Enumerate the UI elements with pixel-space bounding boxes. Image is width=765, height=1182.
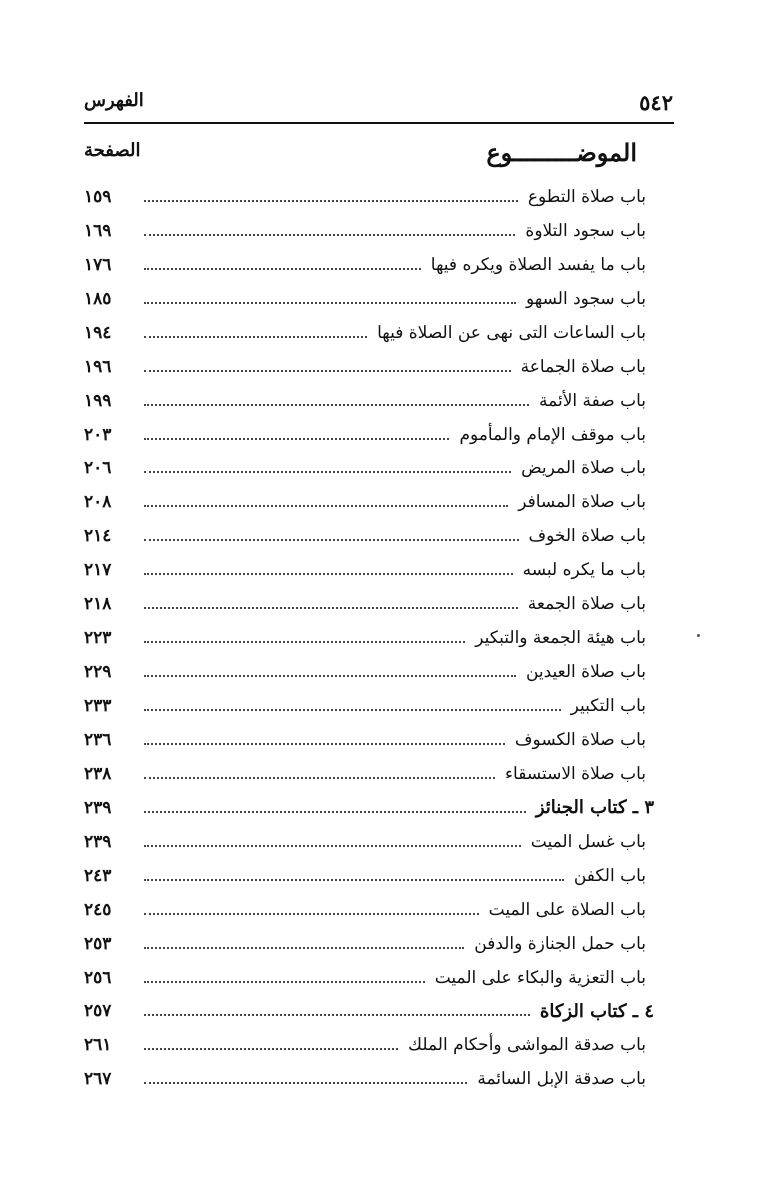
dot-leader [144,743,505,745]
dot-leader [144,709,561,711]
toc-row [84,350,654,384]
entry-page-number: ٢٤٥ [84,899,112,920]
entry-page-number: ١٩٤ [84,322,112,343]
dot-leader [144,607,518,609]
entry-title: باب صلاة المريض [521,458,646,479]
toc-row [84,316,654,350]
entry-title: باب الكفن [573,865,646,886]
toc-row [84,723,654,757]
dot-leader [144,370,511,372]
toc-row [84,655,654,689]
entry-page-number: ٢٢٣ [84,628,112,649]
entry-page-number: ٢١٨ [84,594,112,615]
entry-title: باب التكبير [570,696,646,717]
dot-leader [144,268,421,270]
toc-row [84,452,654,486]
page-column-heading: الصفحة [84,140,141,161]
toc-row [84,927,654,961]
entry-title: باب صفة الأئمة [539,390,646,411]
entry-title: باب سجود السهو [526,288,646,309]
toc-row [84,587,654,621]
entry-page-number: ١٦٩ [84,220,112,241]
ink-speck [697,634,700,637]
toc-row [84,485,654,519]
entry-title: باب صلاة المسافر [518,492,646,513]
entry-title: باب صدقة الإبل السائمة [477,1069,646,1090]
page-header [84,86,673,120]
entry-page-number: ٢١٧ [84,560,112,581]
entry-page-number: ٢٦٧ [84,1069,112,1090]
toc-row [84,621,654,655]
toc-row-book [84,791,654,825]
dot-leader [144,981,425,983]
toc-row [84,689,654,723]
toc-row [84,1062,654,1096]
column-headings [84,138,673,182]
toc-row [84,282,654,316]
entry-page-number: ٢٦١ [84,1035,112,1056]
entry-title: باب الصلاة على الميت [488,899,646,920]
entry-title: باب سجود التلاوة [525,220,646,241]
entry-title: باب ما يفسد الصلاة ويكره فيها [430,254,646,275]
entry-page-number: ٢٠٣ [84,424,112,445]
toc-row [84,248,654,282]
entry-page-number: ١٧٦ [84,254,112,275]
toc-row [84,214,654,248]
entry-title: باب صلاة العيدين [525,662,646,683]
entry-title: باب هيئة الجمعة والتبكير [475,628,646,649]
entry-title: باب ما يكره لبسه [522,560,646,581]
entry-page-number: ٢٣٩ [84,831,112,852]
entry-page-number: ٢٣٦ [84,729,112,750]
entry-title: باب صلاة الجماعة [520,356,646,377]
entry-page-number: ٢٢٩ [84,662,112,683]
entry-title: باب صلاة الكسوف [514,729,646,750]
entry-title: باب صدقة المواشى وأحكام الملك [408,1035,646,1056]
entry-title: باب غسل الميت [530,831,646,852]
toc-row-book [84,995,654,1029]
entry-page-number: ١٩٦ [84,356,112,377]
toc-row [84,1028,654,1062]
entry-title: باب صلاة الخوف [528,526,646,547]
toc-row [84,893,654,927]
entry-title: باب التعزية والبكاء على الميت [434,967,646,988]
dot-leader [144,811,526,813]
dot-leader [144,336,367,338]
entry-page-number: ٢٠٨ [84,492,112,513]
dot-leader [144,539,519,541]
dot-leader [144,641,465,643]
entry-title: ٣ ـ كتاب الجنائز [535,797,654,819]
dot-leader [144,1048,398,1050]
dot-leader [144,505,508,507]
dot-leader [144,573,513,575]
entry-page-number: ٢٥٦ [84,967,112,988]
dot-leader [144,302,516,304]
dot-leader [144,913,479,915]
entry-title: ٤ ـ كتاب الزكاة [539,1000,654,1022]
dot-leader [144,947,464,949]
entry-title: باب حمل الجنازة والدفن [474,933,646,954]
toc-row [84,180,654,214]
toc-row [84,418,654,452]
dot-leader [144,438,449,440]
dot-leader [144,1014,530,1016]
toc-row [84,519,654,553]
toc-row [84,553,654,587]
dot-leader [144,471,511,473]
toc-list [84,180,654,1096]
entry-page-number: ٢٣٩ [84,797,112,818]
dot-leader [144,777,495,779]
toc-row [84,757,654,791]
page-number: ٥٤٢ [639,90,673,115]
entry-title: باب موقف الإمام والمأموم [459,424,646,445]
dot-leader [144,234,515,236]
subject-column-heading: الموضـــــــــوع [486,138,637,167]
entry-page-number: ١٨٥ [84,288,112,309]
entry-page-number: ٢٥٧ [84,1001,112,1022]
running-title: الفهرس [84,90,144,111]
entry-title: باب صلاة التطوع [527,186,646,207]
entry-page-number: ٢٤٣ [84,865,112,886]
entry-title: باب صلاة الجمعة [527,594,646,615]
entry-page-number: ٢٥٣ [84,933,112,954]
dot-leader [144,879,564,881]
entry-page-number: ١٩٩ [84,390,112,411]
toc-row [84,859,654,893]
dot-leader [144,845,521,847]
toc-row [84,384,654,418]
dot-leader [144,675,516,677]
header-rule [84,122,674,124]
entry-page-number: ٢١٤ [84,526,112,547]
entry-page-number: ٢٣٣ [84,696,112,717]
entry-title: باب صلاة الاستسقاء [505,763,646,784]
entry-page-number: ٢٠٦ [84,458,112,479]
toc-row [84,825,654,859]
dot-leader [144,1082,467,1084]
entry-page-number: ٢٣٨ [84,763,112,784]
toc-row [84,961,654,995]
dot-leader [144,404,529,406]
entry-title: باب الساعات التى نهى عن الصلاة فيها [377,322,646,343]
entry-page-number: ١٥٩ [84,186,112,207]
dot-leader [144,200,518,202]
